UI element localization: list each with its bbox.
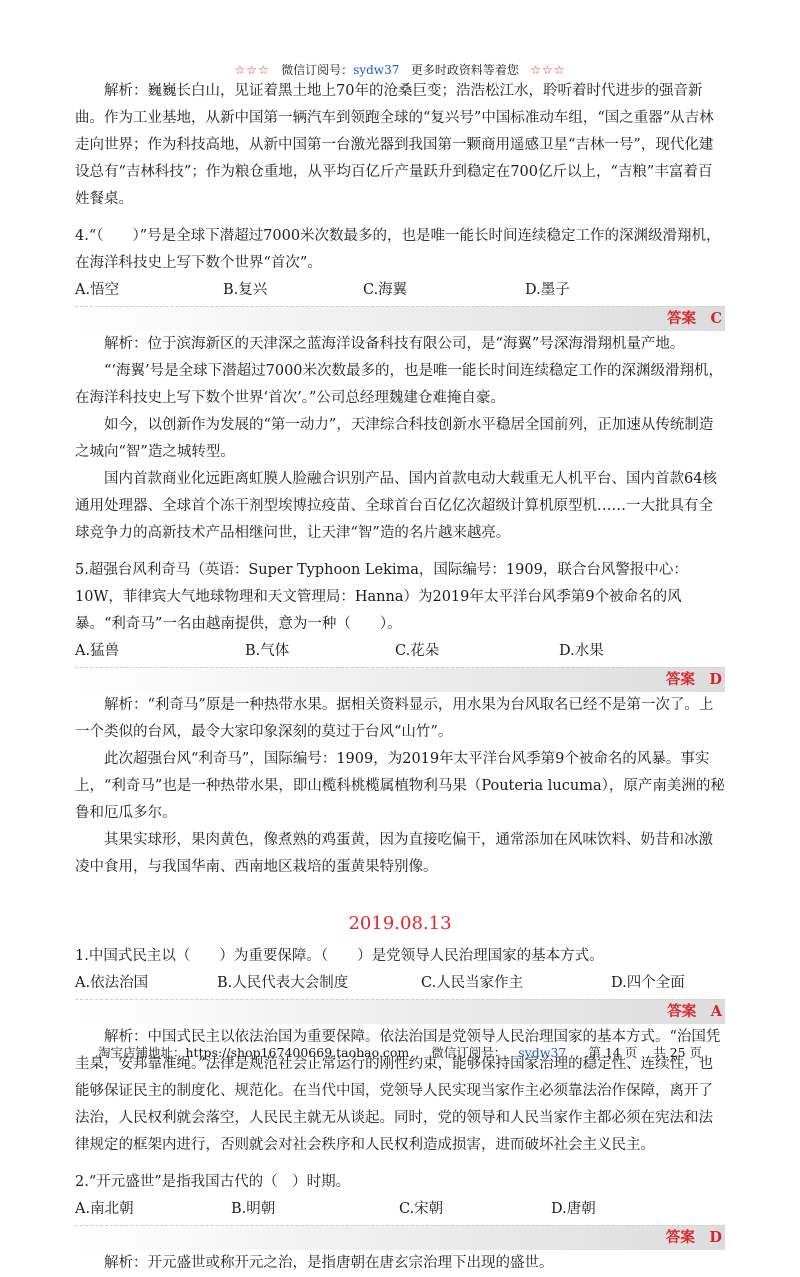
- q4-option-b: B.复兴: [223, 282, 268, 298]
- q5-options: [75, 638, 725, 665]
- q2-answer: 答案 D: [75, 1225, 725, 1250]
- q4-answer: 答案 C: [75, 306, 725, 331]
- footer-page-number: 第 14 页: [588, 1045, 638, 1060]
- page-footer: [0, 1044, 800, 1062]
- section-date: 2019.08.13: [348, 913, 452, 934]
- header-account: sydw37: [353, 63, 400, 77]
- q2-option-c: C.宋朝: [399, 1201, 444, 1217]
- q1-question: 1.中国式民主以（ ）为重要保障。（ ）是党领导人民治理国家的基本方式。: [75, 948, 604, 964]
- q4-analysis-1: 解析：位于滨海新区的天津深之蓝海洋设备科技有限公司，是“海翼”号深海滑翔机量产地。: [104, 336, 685, 352]
- q4-option-a: A.悟空: [75, 282, 120, 298]
- q5-question: 5.超强台风利奇马（英语：Super Typhoon Lekima，国际编号：1909，联合台风警报中心：10W，菲律宾大气地球物理和天文管理局：Hanna）为2019年太平洋台风季第9个被命名的风暴。“利奇马”一名由越南提供，意为一种（ ）。: [75, 562, 688, 632]
- header-label: 微信订阅号：: [281, 63, 354, 77]
- q5-analysis-1: 解析：“利奇马”原是一种热带水果。据相关资料显示，用水果为台风取名已经不是第一次了。上一个类似的台风，最令大家印象深刻的莫过于台风“山竹”。: [75, 697, 714, 740]
- q2-option-b: B.明朝: [231, 1201, 276, 1217]
- q1-option-a: A.依法治国: [75, 975, 149, 991]
- q4-analysis-4: 国内首款商业化远距离虹膜人脸融合识别产品、国内首款电动大载重无人机平台、国内首款64核通用处理器、全球首个冻干剂型埃博拉疫苗、全球首台百亿亿次超级计算机原型机……一大批具有全球竞争力的高新技术产品相继问世，让天津“智”造的名片越来越亮。: [75, 471, 717, 541]
- page-header: [0, 62, 800, 78]
- footer-wechat-account: sydw37: [518, 1045, 567, 1060]
- footer-total-pages: 共 25 页: [653, 1045, 703, 1060]
- q4-analysis-2: “‘海翼’号是全球下潜超过7000米次数最多的，也是唯一能长时间连续稳定工作的深渊级滑翔机，在海洋科技史上写下数个世界‘首次’。”公司总经理魏建仓难掩自豪。: [75, 363, 724, 406]
- q4-question: 4.“（ ）”号是全球下潜超过7000米次数最多的，也是唯一能长时间连续稳定工作的深渊级滑翔机，在海洋科技史上写下数个世界“首次”。: [75, 228, 721, 271]
- q5-option-c: C.花朵: [395, 643, 440, 659]
- q5-option-b: B.气体: [245, 643, 290, 659]
- q2-question: 2.“开元盛世”是指我国古代的（ ）时期。: [75, 1174, 351, 1190]
- q5-option-d: D.水果: [559, 643, 604, 659]
- q1-option-c: C.人民当家作主: [421, 975, 524, 991]
- q1-analysis: 解析：中国式民主以依法治国为重要保障。依法治国是党领导人民治理国家的基本方式。“治国凭圭臬，安邦靠准绳。”法律是规范社会正常运行的刚性约束，能够保持国家治理的稳定性、连续性，也能够保证民主的制度化、规范化。在当代中国，党领导人民实现当家作主必须靠法治作保障，离开了法治，人民权利就会落空，人民民主就无从谈起。同时，党的领导和人民当家作主都必须在宪法和法律规定的框架内进行，否则就会对社会秩序和人民权利造成损害，进而破坏社会主义民主。: [75, 1029, 721, 1153]
- header-note: 更多时政资料等着您: [410, 63, 519, 77]
- q1-option-d: D.四个全面: [611, 975, 685, 991]
- stars-decoration-right: ☆☆☆: [530, 63, 566, 77]
- q2-option-d: D.唐朝: [551, 1201, 596, 1217]
- q1-option-b: B.人民代表大会制度: [217, 975, 349, 991]
- q1-options: [75, 970, 725, 997]
- q4-option-d: D.墨子: [525, 282, 570, 298]
- q4-analysis-3: 如今，以创新作为发展的“第一动力”，天津综合科技创新水平稳居全国前列，正加速从传统制造之城向“智”造之城转型。: [75, 417, 714, 460]
- q3-analysis: 解析：巍巍长白山，见证着黑土地上70年的沧桑巨变；浩浩松江水，聆听着时代进步的强音新曲。作为工业基地，从新中国第一辆汽车到领跑全球的“复兴号”中国标准动车组，“国之重器”从吉林走向世界；作为科技高地，从新中国第一台激光器到我国第一颗商用遥感卫星“吉林一号”，现代化建设总有“吉林科技”；作为粮仓重地，从平均百亿斤产量跃升到稳定在700亿斤以上，“吉粮”丰富着百姓餐桌。: [75, 83, 714, 207]
- footer-shop-url[interactable]: 淘宝店铺地址：https://shop167400669.taobao.com: [97, 1045, 410, 1060]
- q4-option-c: C.海翼: [363, 282, 408, 298]
- stars-decoration-left: ☆☆☆: [234, 63, 270, 77]
- q2-analysis: 解析：开元盛世或称开元之治，是指唐朝在唐玄宗治理下出现的盛世。: [104, 1255, 554, 1271]
- q2-option-a: A.南北朝: [75, 1201, 134, 1217]
- q5-analysis-2: 此次超强台风“利奇马”，国际编号：1909，为2019年太平洋台风季第9个被命名的风暴。事实上，“利奇马”也是一种热带水果，即山榄科桃榄属植物利马果（Pouteria lucuma），原产南美洲的秘鲁和厄瓜多尔。: [75, 751, 725, 821]
- footer-wechat-label: 微信订阅号：: [431, 1045, 507, 1060]
- q5-answer: 答案 D: [75, 667, 725, 692]
- q5-option-a: A.猛兽: [75, 643, 120, 659]
- q1-answer: 答案 A: [75, 999, 725, 1024]
- q5-analysis-3: 其果实球形，果肉黄色，像煮熟的鸡蛋黄，因为直接吃偏干，通常添加在风味饮料、奶昔和冰激凌中食用，与我国华南、西南地区栽培的蛋黄果特别像。: [75, 832, 713, 875]
- q4-options: [75, 277, 725, 304]
- content-area: [75, 78, 725, 1277]
- q2-options: [75, 1196, 725, 1223]
